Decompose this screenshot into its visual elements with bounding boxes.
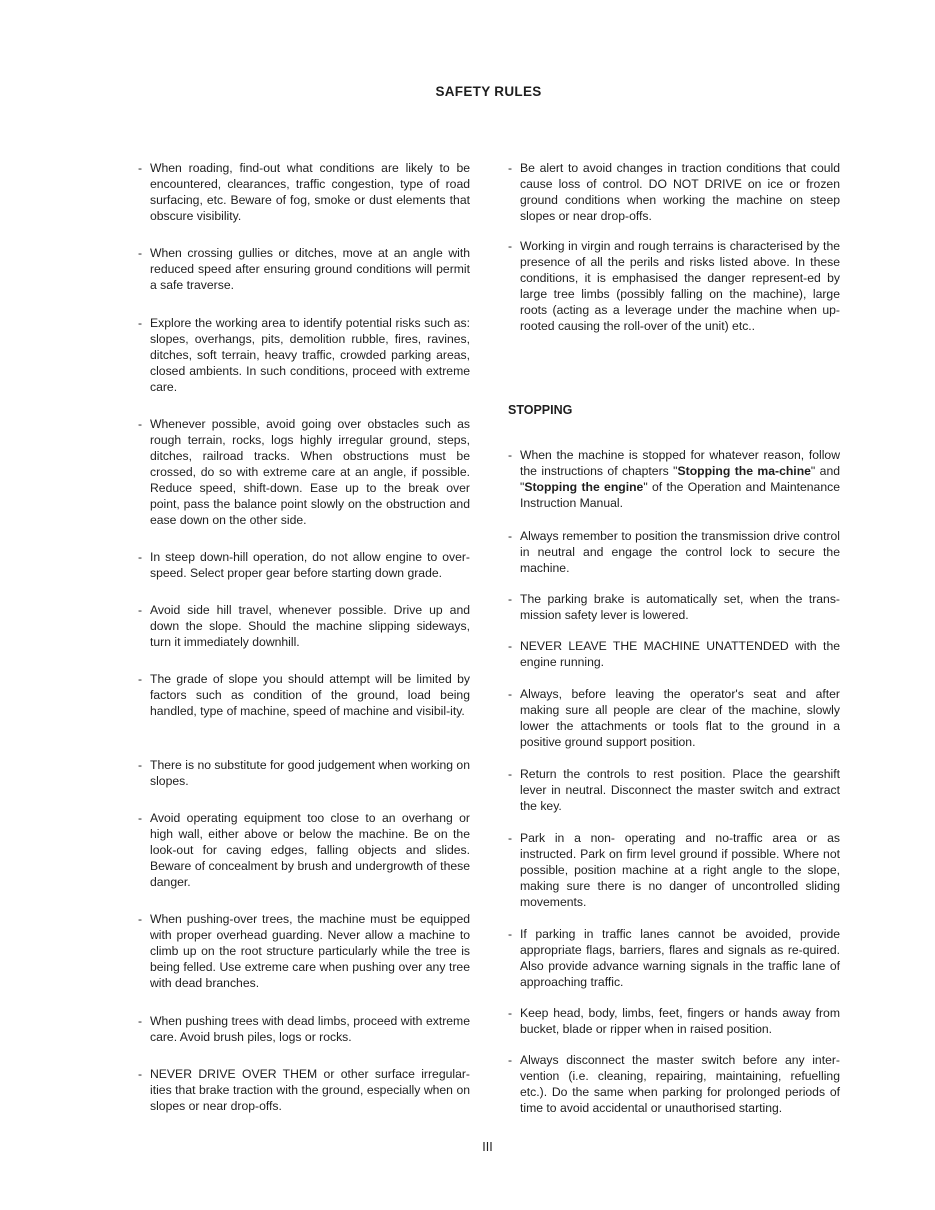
item-text: There is no substitute for good judgement when working on slopes. [150, 758, 470, 788]
item-text: When crossing gullies or ditches, move at an angle with reduced speed after ensuring ground conditions will permit a safe traverse. [150, 246, 470, 292]
list-item [138, 757, 470, 789]
chapter-reference: Stopping the ma-chine [677, 464, 811, 478]
bullet: - [138, 550, 143, 564]
list-item [508, 926, 840, 990]
list-item [508, 830, 840, 910]
item-text: When pushing trees with dead limbs, proceed with extreme care. Avoid brush piles, logs or rocks. [150, 1014, 470, 1044]
bullet: - [138, 758, 143, 772]
bullet: - [508, 592, 513, 606]
bullet: - [508, 161, 513, 175]
list-item [138, 1066, 470, 1114]
bullet: - [138, 316, 143, 330]
list-item [138, 671, 470, 719]
item-text [520, 447, 840, 511]
item-text: Keep head, body, limbs, feet, fingers or hands away from bucket, blade or ripper when in raised position. [520, 1006, 840, 1036]
item-text: When pushing-over trees, the machine must be equipped with proper overhead guarding. Never allow a machine to climb up on the root structure particularly while the tree is being felled. Use extreme care when pushing over any tree with dead branches. [150, 912, 470, 990]
item-text: The grade of slope you should attempt will be limited by factors such as condition of the ground, load being handled, type of machine, speed of machine and visibil-ity. [150, 672, 470, 718]
bullet: - [508, 831, 513, 845]
list-item [138, 911, 470, 991]
bullet: - [138, 161, 143, 175]
bullet: - [138, 417, 143, 431]
list-item [508, 1005, 840, 1037]
bullet: - [138, 912, 143, 926]
item-text: In steep down-hill operation, do not allow engine to over-speed. Select proper gear before starting down grade. [150, 550, 470, 580]
list-item [508, 238, 840, 334]
list-item [508, 686, 840, 750]
list-item [508, 1052, 840, 1116]
bullet: - [508, 687, 513, 701]
list-item [508, 591, 840, 623]
bullet: - [138, 811, 143, 825]
list-item [508, 528, 840, 576]
list-item [138, 602, 470, 650]
item-text: Working in virgin and rough terrains is characterised by the presence of all the perils and risks listed above. In these conditions, it is emphasised the danger represent-ed by large tree limbs (possibly falling on the machine), large roots (acting as a leverage under the machine when up-rooted causing the roll-over of the unit) etc.. [520, 239, 840, 333]
list-item [138, 416, 470, 528]
bullet: - [138, 1014, 143, 1028]
bullet: - [508, 1006, 513, 1020]
list-item [138, 549, 470, 581]
list-item [508, 447, 840, 511]
chapter-reference: Stopping the engine [524, 480, 644, 494]
list-item [138, 315, 470, 395]
bullet: - [138, 246, 143, 260]
text-run: When the machine is stopped for whatever reason, follow the instructions of chapters " [520, 448, 840, 478]
item-text: Always remember to position the transmission drive control in neutral and engage the control lock to secure the machine. [520, 529, 840, 575]
list-item [508, 638, 840, 670]
item-text: Whenever possible, avoid going over obstacles such as rough terrain, rocks, logs highly irregular ground, steps, ditches, railroad tracks. When obstructions must be crossed, do so with extreme care at an angle, if possible. Reduce speed, shift-down. Ease up to the break over point, pass the balance point slowly on the obstruction and ease down on the other side. [150, 417, 470, 527]
item-text: Avoid side hill travel, whenever possible. Drive up and down the slope. Should the machine slipping sideways, turn it immediately downhill. [150, 603, 470, 649]
text-run: " and " [520, 464, 840, 494]
bullet: - [508, 239, 513, 253]
bullet: - [508, 639, 513, 653]
item-text: Be alert to avoid changes in traction conditions that could cause loss of control. DO NOT DRIVE on ice or frozen ground conditions when working the machine on steep slopes or near drop-offs. [520, 161, 840, 223]
item-text: If parking in traffic lanes cannot be avoided, provide appropriate flags, barriers, flares and signals as re-quired. Also provide advance warning signals in the traffic lane of approaching traffic. [520, 927, 840, 989]
item-text: NEVER DRIVE OVER THEM or other surface irregular-ities that brake traction with the ground, especially when on slopes or near drop-offs. [150, 1067, 470, 1113]
item-text: The parking brake is automatically set, when the trans-mission safety lever is lowered. [520, 592, 840, 622]
bullet: - [508, 767, 513, 781]
page-number: III [482, 1140, 493, 1154]
bullet: - [138, 1067, 143, 1081]
list-item [138, 160, 470, 224]
bullet: - [508, 927, 513, 941]
item-text: When roading, find-out what conditions are likely to be encountered, clearances, traffic congestion, type of road surfacing, etc. Beware of fog, smoke or dust elements that obscure visibility. [150, 161, 470, 223]
item-text: Always, before leaving the operator's seat and after making sure all people are clear of the machine, slowly lower the attachments or tools flat to the ground in a positive ground support position. [520, 687, 840, 749]
list-item [138, 245, 470, 293]
item-text: Return the controls to rest position. Place the gearshift lever in neutral. Disconnect the master switch and extract the key. [520, 767, 840, 813]
section-heading-stopping: STOPPING [508, 403, 573, 417]
list-item [508, 766, 840, 814]
page-title: SAFETY RULES [435, 84, 542, 99]
item-text: Explore the working area to identify potential risks such as: slopes, overhangs, pits, demolition rubble, fires, ravines, ditches, soft terrain, heavy traffic, crowded parking areas, closed ambients. In such conditions, proceed with extreme care. [150, 316, 470, 394]
item-text: Always disconnect the master switch before any inter-vention (i.e. cleaning, repairing, maintaining, refuelling etc.). Do the same when parking for prolonged periods of time to avoid accidental or unauthorised starting. [520, 1053, 840, 1115]
bullet: - [508, 448, 513, 462]
bullet: - [138, 603, 143, 617]
bullet: - [508, 1053, 513, 1067]
list-item [138, 1013, 470, 1045]
item-text: Park in a non- operating and no-traffic area or as instructed. Park on firm level ground if possible. Where not possible, position machine at a right angle to the slope, making sure there is no danger of uncontrolled sliding movements. [520, 831, 840, 909]
bullet: - [508, 529, 513, 543]
item-text: NEVER LEAVE THE MACHINE UNATTENDED with the engine running. [520, 639, 840, 669]
list-item [138, 810, 470, 890]
text-run: " of the Operation and Maintenance Instruction Manual. [520, 480, 840, 510]
item-text: Avoid operating equipment too close to an overhang or high wall, either above or below the machine. Be on the look-out for caving edges, falling objects and slides. Beware of concealment by brush and undergrowth of these danger. [150, 811, 470, 889]
list-item [508, 160, 840, 224]
bullet: - [138, 672, 143, 686]
